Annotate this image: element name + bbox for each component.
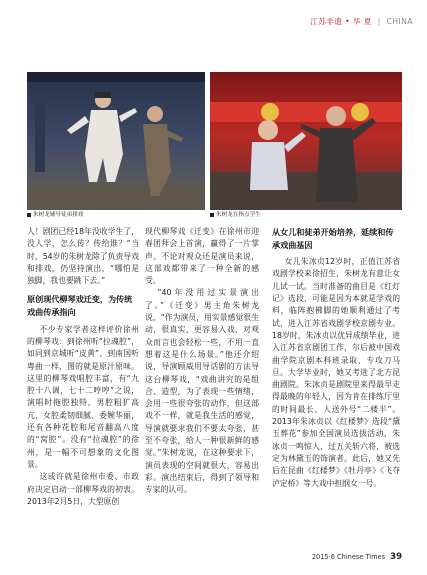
caption-marker — [210, 213, 214, 217]
text-column-2 — [145, 226, 259, 497]
text-column-3 — [272, 226, 400, 490]
paragraph: “40年没用过实景演出了。”《迁变》男主角朱树龙说，“作为演员，用实景感觉很生动，很真实，更容易入戏，对观众而言也会轻松一些，不用一直想着这是什么场景。”他还介绍说，导演顾威用导话剧的方法导这台柳琴戏，“戏曲讲究的是组合、造型，为了表现一些情绪，会用一些很夸张的动作，但这部戏不一样，就是我生活的感觉，导演就要求我们不要太夸张，甚至不夸张，给人一种很新鲜的感觉。”朱树龙说，在这种要求下，演员表现的空间就很大，容易出彩。演出结束后，得到了领导和专家的认可。 — [145, 288, 259, 495]
caption-marker — [27, 213, 31, 217]
page-header — [310, 16, 413, 27]
photo-caption-right — [210, 210, 261, 218]
photo-rehearsal-image — [27, 72, 205, 210]
paragraph: 女儿朱冰贞12岁时，正值江苏省戏剧学校来徐招生，朱树龙有意让女儿试一试。当时准备的曲目是《红灯记》选段，可能是因为本就是学戏的料，临阵抱佛脚的她顺利通过了考试，进入江苏省戏剧学校京剧专业。18岁时，朱冰贞以优异成绩毕业，进入江苏省京剧团工作，尔后被中国戏曲学院京剧本科班录取，专攻刀马旦。大学毕业时，她又考进了北方昆曲剧院。朱冰贞是剧院里来得最早走得最晚的年轻人，因为肯在排练厅里的时间最长，人送外号“二楼半”。2013年朱冰贞以《红楼梦》选段“黛玉葬花”参加全国演员选拔活动，朱冰贞一鸣惊人，过五关斩六将，被选定为林黛玉的饰演者。此后，她又先后在昆曲《红楼梦》《牡丹亭》《飞夺泸定桥》等大戏中担纲女一号。 — [272, 257, 400, 488]
section-heading: 原创现代柳琴戏迁变，为传统戏曲传承指向 — [27, 294, 133, 318]
caption-text: 朱树龙在指点学生 — [216, 212, 261, 218]
photo-teaching-image — [210, 72, 402, 210]
page-footer — [312, 552, 402, 562]
paragraph: 人！剧团已经18年没收学生了，没人学，怎么传？传给谁？”当时，54岁的朱树龙除了负责导戏和排戏，仍坚持演出，“哪怕是独脚，我也要跳下去。” — [27, 227, 139, 286]
page-number: 39 — [390, 552, 402, 562]
china-label: CHINA — [386, 17, 413, 26]
issue-number: 2015·6 — [311, 553, 335, 561]
header-separator: | — [377, 17, 381, 26]
photo-teaching — [210, 72, 402, 210]
section-heading: 从女儿和徒弟开始培养，延续和传承戏曲基因 — [272, 227, 394, 250]
paragraph: 不少专家学者这样评价徐州的柳琴戏：到徐州听“拉魂腔”，如同到京城听“皮黄”、到南国听粤曲一样，图的就是原汁原味。这里的柳琴戏唱腔丰富，有“九腔十八调，七十二哼哼”之说，演唱时拖腔独特，男腔粗犷高亢，女腔柔韧细腻、委婉华丽，还有各种花腔和尾音翻高八度的“窝腔”。没有“拉魂腔”的徐州，是一幅不可想象的文化图景。 — [27, 324, 139, 469]
photo-rehearsal — [27, 72, 205, 210]
photo-caption-left — [27, 210, 83, 218]
text-column-1 — [27, 226, 139, 508]
paragraph: 现代柳琴戏《迁变》在徐州市迎春团拜会上首演，赢得了一片掌声。不论对观众还是演员来说，这部戏都带来了一种全新的感受。 — [145, 227, 259, 286]
section-label: 江苏非遗 — [310, 17, 343, 26]
magazine-name: Chinese Times — [337, 553, 386, 561]
caption-text: 朱树龙辅导徒弟排戏 — [33, 212, 84, 218]
header-dot: • — [345, 17, 351, 26]
magazine-label: 华 夏 — [352, 17, 372, 26]
paragraph: 这或许就是徐州市委、市政府决定启动一部柳琴戏的初衷。2013年2月5日，大型原创 — [27, 472, 139, 506]
